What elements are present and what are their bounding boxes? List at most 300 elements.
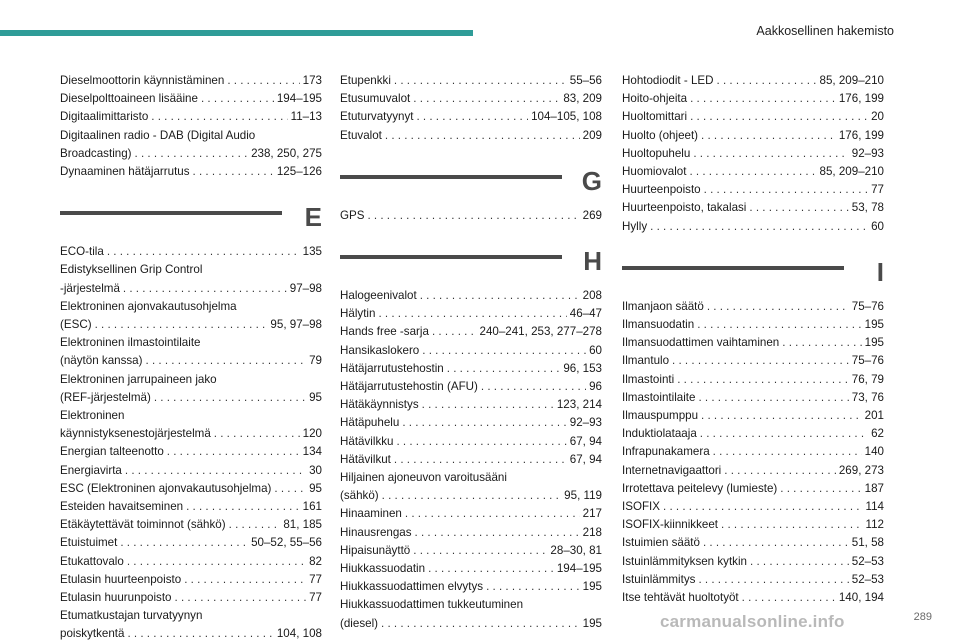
index-entry-term: Ilmansuodattimen vaihtaminen [622,336,780,350]
index-entry-line [60,534,322,552]
index-entry-term: Halogeenivalot [340,289,417,303]
index-entry-line [622,127,884,145]
index-entry [340,287,602,305]
index-entry-term: (diesel) [340,616,379,630]
index-entry-pages: 96 [589,380,602,394]
dot-leader [780,480,861,498]
dot-leader [707,298,849,316]
index-entry-line [340,342,602,360]
index-entry-term-line: Elektroninen ilmastointilaite [60,336,201,350]
index-entry-pages: 125–126 [276,165,322,179]
dot-leader [146,352,307,370]
index-entry-pages: 52–53 [851,572,884,586]
index-entry-pages: 67, 94 [569,452,602,466]
dot-leader [227,72,299,90]
index-entry-line [622,589,884,607]
index-entry-pages: 194–195 [556,562,602,576]
index-column-1 [60,72,322,640]
index-entry [60,553,322,571]
index-entry-pages: 60 [871,219,884,233]
dot-leader [413,542,547,560]
index-entry-pages: 240–241, 253, 277–278 [479,325,602,339]
index-entry-line [622,571,884,589]
index-entry-line [340,207,602,225]
index-entry-line [622,108,884,126]
index-entry-term: Broadcasting) [60,146,132,160]
index-entry-pages: 97–98 [289,281,322,295]
index-entry-pages: 95 [309,390,322,404]
index-entry-term: käynnistyksenestojärjestelmä [60,427,211,441]
dot-leader [186,498,300,516]
index-entry-term: Hälytin [340,307,376,321]
index-entry-pages: 140 [864,445,884,459]
index-entry-pages: 30 [309,463,322,477]
section-divider [340,165,602,196]
index-entry [340,560,602,578]
index-entry [622,425,884,443]
index-entry-pages: 83, 209 [563,92,602,106]
index-entry-pages: 75–76 [851,354,884,368]
index-entry [622,480,884,498]
index-entry-term: Hätävilkut [340,452,391,466]
index-entry-pages: 92–93 [569,416,602,430]
index-entry [60,108,322,126]
dot-leader [432,323,477,341]
section-letter: E [304,202,322,233]
index-entry-term: Hätäkäynnistys [340,398,419,412]
index-entry [60,571,322,589]
index-entry-term: Hinausrengas [340,525,412,539]
index-entry [60,407,322,443]
index-entry-line [340,560,602,578]
dot-leader [415,524,580,542]
index-entry-term: Etulasin huurteenpoisto [60,572,182,586]
dot-leader [123,280,287,298]
index-entry-pages: 187 [864,481,884,495]
index-entry-term: Etuvalot [340,128,382,142]
dot-leader [701,407,862,425]
index-entry-line [622,316,884,334]
index-entry-term: Huurteenpoisto, takalasi [622,201,747,215]
index-entry-pages: 123, 214 [556,398,602,412]
index-entry-pages: 238, 250, 275 [251,146,322,160]
index-entry [340,90,602,108]
dot-leader [214,425,300,443]
index-entry-line [340,487,602,505]
page-number: 289 [913,611,932,623]
index-entry-pages: 11–13 [290,110,322,124]
index-entry [60,480,322,498]
index-entry-line [60,352,322,370]
index-entry-pages: 218 [582,525,602,539]
index-entry-line [340,505,602,523]
index-entry [60,516,322,534]
index-entry-line [340,451,602,469]
index-entry-pages: 217 [582,507,602,521]
index-entry [340,451,602,469]
index-entry-term: Hiukkassuodatin [340,562,426,576]
index-entry-line [622,298,884,316]
index-entry-pages: 77 [309,572,322,586]
index-entry-term: Irrotettava peitelevy (lumieste) [622,481,778,495]
dot-leader [385,127,580,145]
index-entry-term: Ilmansuodatin [622,318,695,332]
index-entry-line [60,280,322,298]
index-entry-term: (REF-järjestelmä) [60,390,151,404]
index-entry-pages: 161 [302,500,322,514]
index-entry [60,534,322,552]
index-entry [340,505,602,523]
index-entry-line [60,90,322,108]
dot-leader [201,90,274,108]
index-entry-line [340,396,602,414]
index-entry-pages: 50–52, 55–56 [251,536,322,550]
index-entry-term: Digitaalimittaristo [60,110,149,124]
dot-leader [689,163,816,181]
header-accent-bar [0,30,473,36]
dot-leader [193,163,274,181]
index-entry [60,607,322,640]
index-entry-line [340,378,602,396]
dot-leader [127,625,273,640]
index-entry-line [622,407,884,425]
dot-leader [749,199,848,217]
index-entry [340,524,602,542]
index-entry-pages: 95, 119 [564,489,602,503]
index-entry-pages: 53, 78 [851,201,884,215]
index-entry-term: Ilmastointilaite [622,390,696,404]
index-entry-term: Energian talteenotto [60,445,164,459]
index-entry-pages: 201 [864,409,884,423]
index-entry-term: Hätäpuhelu [340,416,400,430]
index-entry-line [622,498,884,516]
section-letter: H [583,246,602,277]
dot-leader [693,145,848,163]
index-entry [60,589,322,607]
index-entry-line [60,589,322,607]
dot-leader [721,516,863,534]
index-entry-pages: 75–76 [851,299,884,313]
index-entry [622,334,884,352]
index-entry-pages: 120 [302,427,322,441]
index-entry-line [340,414,602,432]
index-entry [622,127,884,145]
index-entry [340,596,602,632]
index-entry-line [622,181,884,199]
index-entry-term: Etulasin huurunpoisto [60,591,172,605]
dot-leader [697,316,861,334]
dot-leader [382,487,562,505]
index-entry [60,443,322,461]
section-letter: G [581,165,602,196]
page-header-title: Aakkosellinen hakemisto [756,24,894,38]
index-entry-pages: 85, 209–210 [819,74,884,87]
index-entry-term: Huurteenpoisto [622,183,701,197]
index-entry [622,163,884,181]
index-entry-term: ECO-tila [60,245,104,259]
index-entry-term: Huolto (ohjeet) [622,128,699,142]
index-entry [622,571,884,589]
index-entry-line [60,316,322,334]
index-entry-term: Dieselpolttoaineen lisääine [60,92,198,106]
index-entry [622,462,884,480]
dot-leader [396,433,566,451]
index-entry-pages: 173 [302,74,322,87]
index-entry-term: Hätäjarrutustehostin (AFU) [340,380,478,394]
index-entry-pages: 81, 185 [283,518,322,532]
dot-leader [95,316,268,334]
index-entry-pages: 82 [309,554,322,568]
index-entry [340,127,602,145]
index-entry-term-line: Edistyksellinen Grip Control [60,263,203,277]
index-entry [622,145,884,163]
index-entry-line [60,625,322,640]
index-entry [60,498,322,516]
index-entry [622,90,884,108]
index-entry-line [622,425,884,443]
index-entry [340,207,602,225]
index-entry [622,443,884,461]
dot-leader [151,108,287,126]
index-entry [622,589,884,607]
index-entry-line [60,553,322,571]
index-entry-line [60,163,322,181]
index-entry-pages: 55–56 [569,74,602,87]
index-entry-term: Ilmauspumppu [622,409,699,423]
index-entry-line [622,72,884,90]
dot-leader [677,371,849,389]
index-entry-pages: 62 [871,427,884,441]
index-entry-line [340,615,602,633]
index-entry-pages: 92–93 [851,146,884,160]
section-divider [340,246,602,277]
dot-leader [690,108,868,126]
index-entry [622,371,884,389]
index-entry-term: Dynaaminen hätäjarrutus [60,165,190,179]
index-entry-pages: 195 [582,616,602,630]
index-entry-line [60,243,322,261]
index-entry-line [622,90,884,108]
dot-leader [274,480,306,498]
index-entry-pages: 112 [865,518,884,532]
index-entry-line [622,218,884,236]
dot-leader [402,414,566,432]
index-entry-line [622,516,884,534]
index-entry [60,261,322,297]
index-entry-pages: 95, 97–98 [270,318,322,332]
dot-leader [447,360,561,378]
index-entry [60,163,322,181]
dot-leader [698,389,848,407]
index-entry-term: Hätävilkku [340,434,394,448]
index-entry [340,342,602,360]
index-entry-line [60,443,322,461]
index-entry-term: Hätäjarrutustehostin [340,361,444,375]
index-entry-pages: 104, 108 [276,627,322,640]
dot-leader [701,127,836,145]
section-divider [622,256,884,287]
dot-leader [690,90,836,108]
dot-leader [229,516,281,534]
index-entry [60,90,322,108]
index-entry [60,462,322,480]
index-entry-line [60,516,322,534]
dot-leader [724,462,836,480]
index-entry [340,433,602,451]
index-entry-term: Itse tehtävät huoltotyöt [622,591,739,605]
index-entry [622,316,884,334]
index-entry-line [622,443,884,461]
index-entry [622,534,884,552]
dot-leader [672,352,849,370]
index-entry-line [622,534,884,552]
index-entry [622,181,884,199]
index-entry [622,352,884,370]
index-entry [622,218,884,236]
index-entry-term: Etuturvatyynyt [340,110,414,124]
index-entry-line [622,334,884,352]
dot-leader [416,108,528,126]
index-entry-term: Etäkäytettävät toiminnot (sähkö) [60,518,226,532]
index-entry-line [60,425,322,443]
index-entry-line [60,389,322,407]
index-entry [340,578,602,596]
index-entry-term: Ilmanjaon säätö [622,299,704,313]
dot-leader [127,553,306,571]
index-entry-term: Huoltopuhelu [622,146,691,160]
index-entry-term-line: Hiljainen ajoneuvon varoitusääni [340,471,507,485]
index-entry-term: Induktiolataaja [622,427,697,441]
index-entry-line [340,305,602,323]
dot-leader [704,181,868,199]
index-entry-term: Huomiovalot [622,165,687,179]
dot-leader [703,534,849,552]
index-entry-pages: 140, 194 [838,591,884,605]
index-entry-pages: 269 [582,208,602,222]
index-entry-term: poiskytkentä [60,627,125,640]
index-entry-pages: 77 [871,183,884,197]
dot-leader [782,334,861,352]
index-column-3 [622,72,884,607]
index-entry-line [622,352,884,370]
index-entry-line [622,480,884,498]
index-entry-line [622,163,884,181]
dot-leader [378,305,566,323]
index-entry [340,414,602,432]
index-entry-line [622,462,884,480]
index-entry-line [622,553,884,571]
dot-leader [107,243,300,261]
index-entry [622,199,884,217]
index-entry-line [340,72,602,90]
dot-leader [698,571,848,589]
index-entry [340,108,602,126]
index-entry-line [340,578,602,596]
dot-leader [700,425,868,443]
watermark: carmanualsonline.info [660,612,845,631]
index-entry-line [340,524,602,542]
index-entry-line [340,108,602,126]
index-entry-pages: 195 [582,580,602,594]
index-entry-line [60,480,322,498]
index-entry-pages: 28–30, 81 [550,543,602,557]
index-entry [622,407,884,425]
dot-leader [663,498,863,516]
index-entry-term-line: Digitaalinen radio - DAB (Digital Audio [60,128,256,142]
dot-leader [125,462,306,480]
index-entry-term: Esteiden havaitseminen [60,500,184,514]
index-entry-pages: 20 [871,110,884,124]
index-entry-term: Etukattovalo [60,554,124,568]
dot-leader [428,560,554,578]
dot-leader [367,207,579,225]
index-entry-term: Hohtodiodit - LED [622,74,714,87]
dot-leader [413,90,560,108]
dot-leader [422,342,586,360]
index-entry-pages: 96, 153 [563,361,602,375]
index-entry-pages: 95 [309,481,322,495]
index-entry [622,108,884,126]
index-entry [60,127,322,163]
index-entry-term: Etuistuimet [60,536,118,550]
index-entry-line [622,145,884,163]
index-entry-line [622,371,884,389]
index-entry-pages: 176, 199 [838,92,884,106]
index-entry-line [60,72,322,90]
index-column-2 [340,72,602,633]
index-entry-term: Ilmastointi [622,372,675,386]
index-entry [60,371,322,407]
index-entry-pages: 134 [302,445,322,459]
index-entry-line [340,323,602,341]
index-entry-term: (sähkö) [340,489,379,503]
index-entry-term: Hipaisunäyttö [340,543,411,557]
index-entry-pages: 194–195 [276,92,322,106]
index-entry-line [60,571,322,589]
index-entry-term: ISOFIX [622,500,661,514]
index-entry [340,378,602,396]
index-entry-pages: 135 [302,245,322,259]
index-entry-line [340,127,602,145]
index-entry [340,396,602,414]
index-entry-line [340,287,602,305]
dot-leader [422,396,554,414]
index-entry-line [340,433,602,451]
index-entry-term: Istuimien säätö [622,536,700,550]
index-entry-term: Hansikaslokero [340,343,420,357]
index-entry-term-line: Elektroninen [60,409,125,423]
index-entry-term: Etupenkki [340,74,391,87]
index-entry-term: Hoito-ohjeita [622,92,688,106]
index-entry-line [60,462,322,480]
index-entry-term: ISOFIX-kiinnikkeet [622,518,718,532]
index-entry-term: Etusumuvalot [340,92,411,106]
dot-leader [750,553,849,571]
dot-leader [717,72,817,90]
index-entry [60,334,322,370]
section-letter: I [876,256,884,287]
dot-leader [120,534,248,552]
dot-leader [405,505,580,523]
index-entry [340,542,602,560]
section-divider [60,202,322,233]
index-entry-line [60,108,322,126]
index-entry-pages: 269, 273 [838,463,884,477]
index-entry-term: -järjestelmä [60,281,120,295]
dot-leader [175,589,307,607]
dot-leader [167,443,300,461]
dot-leader [713,443,862,461]
